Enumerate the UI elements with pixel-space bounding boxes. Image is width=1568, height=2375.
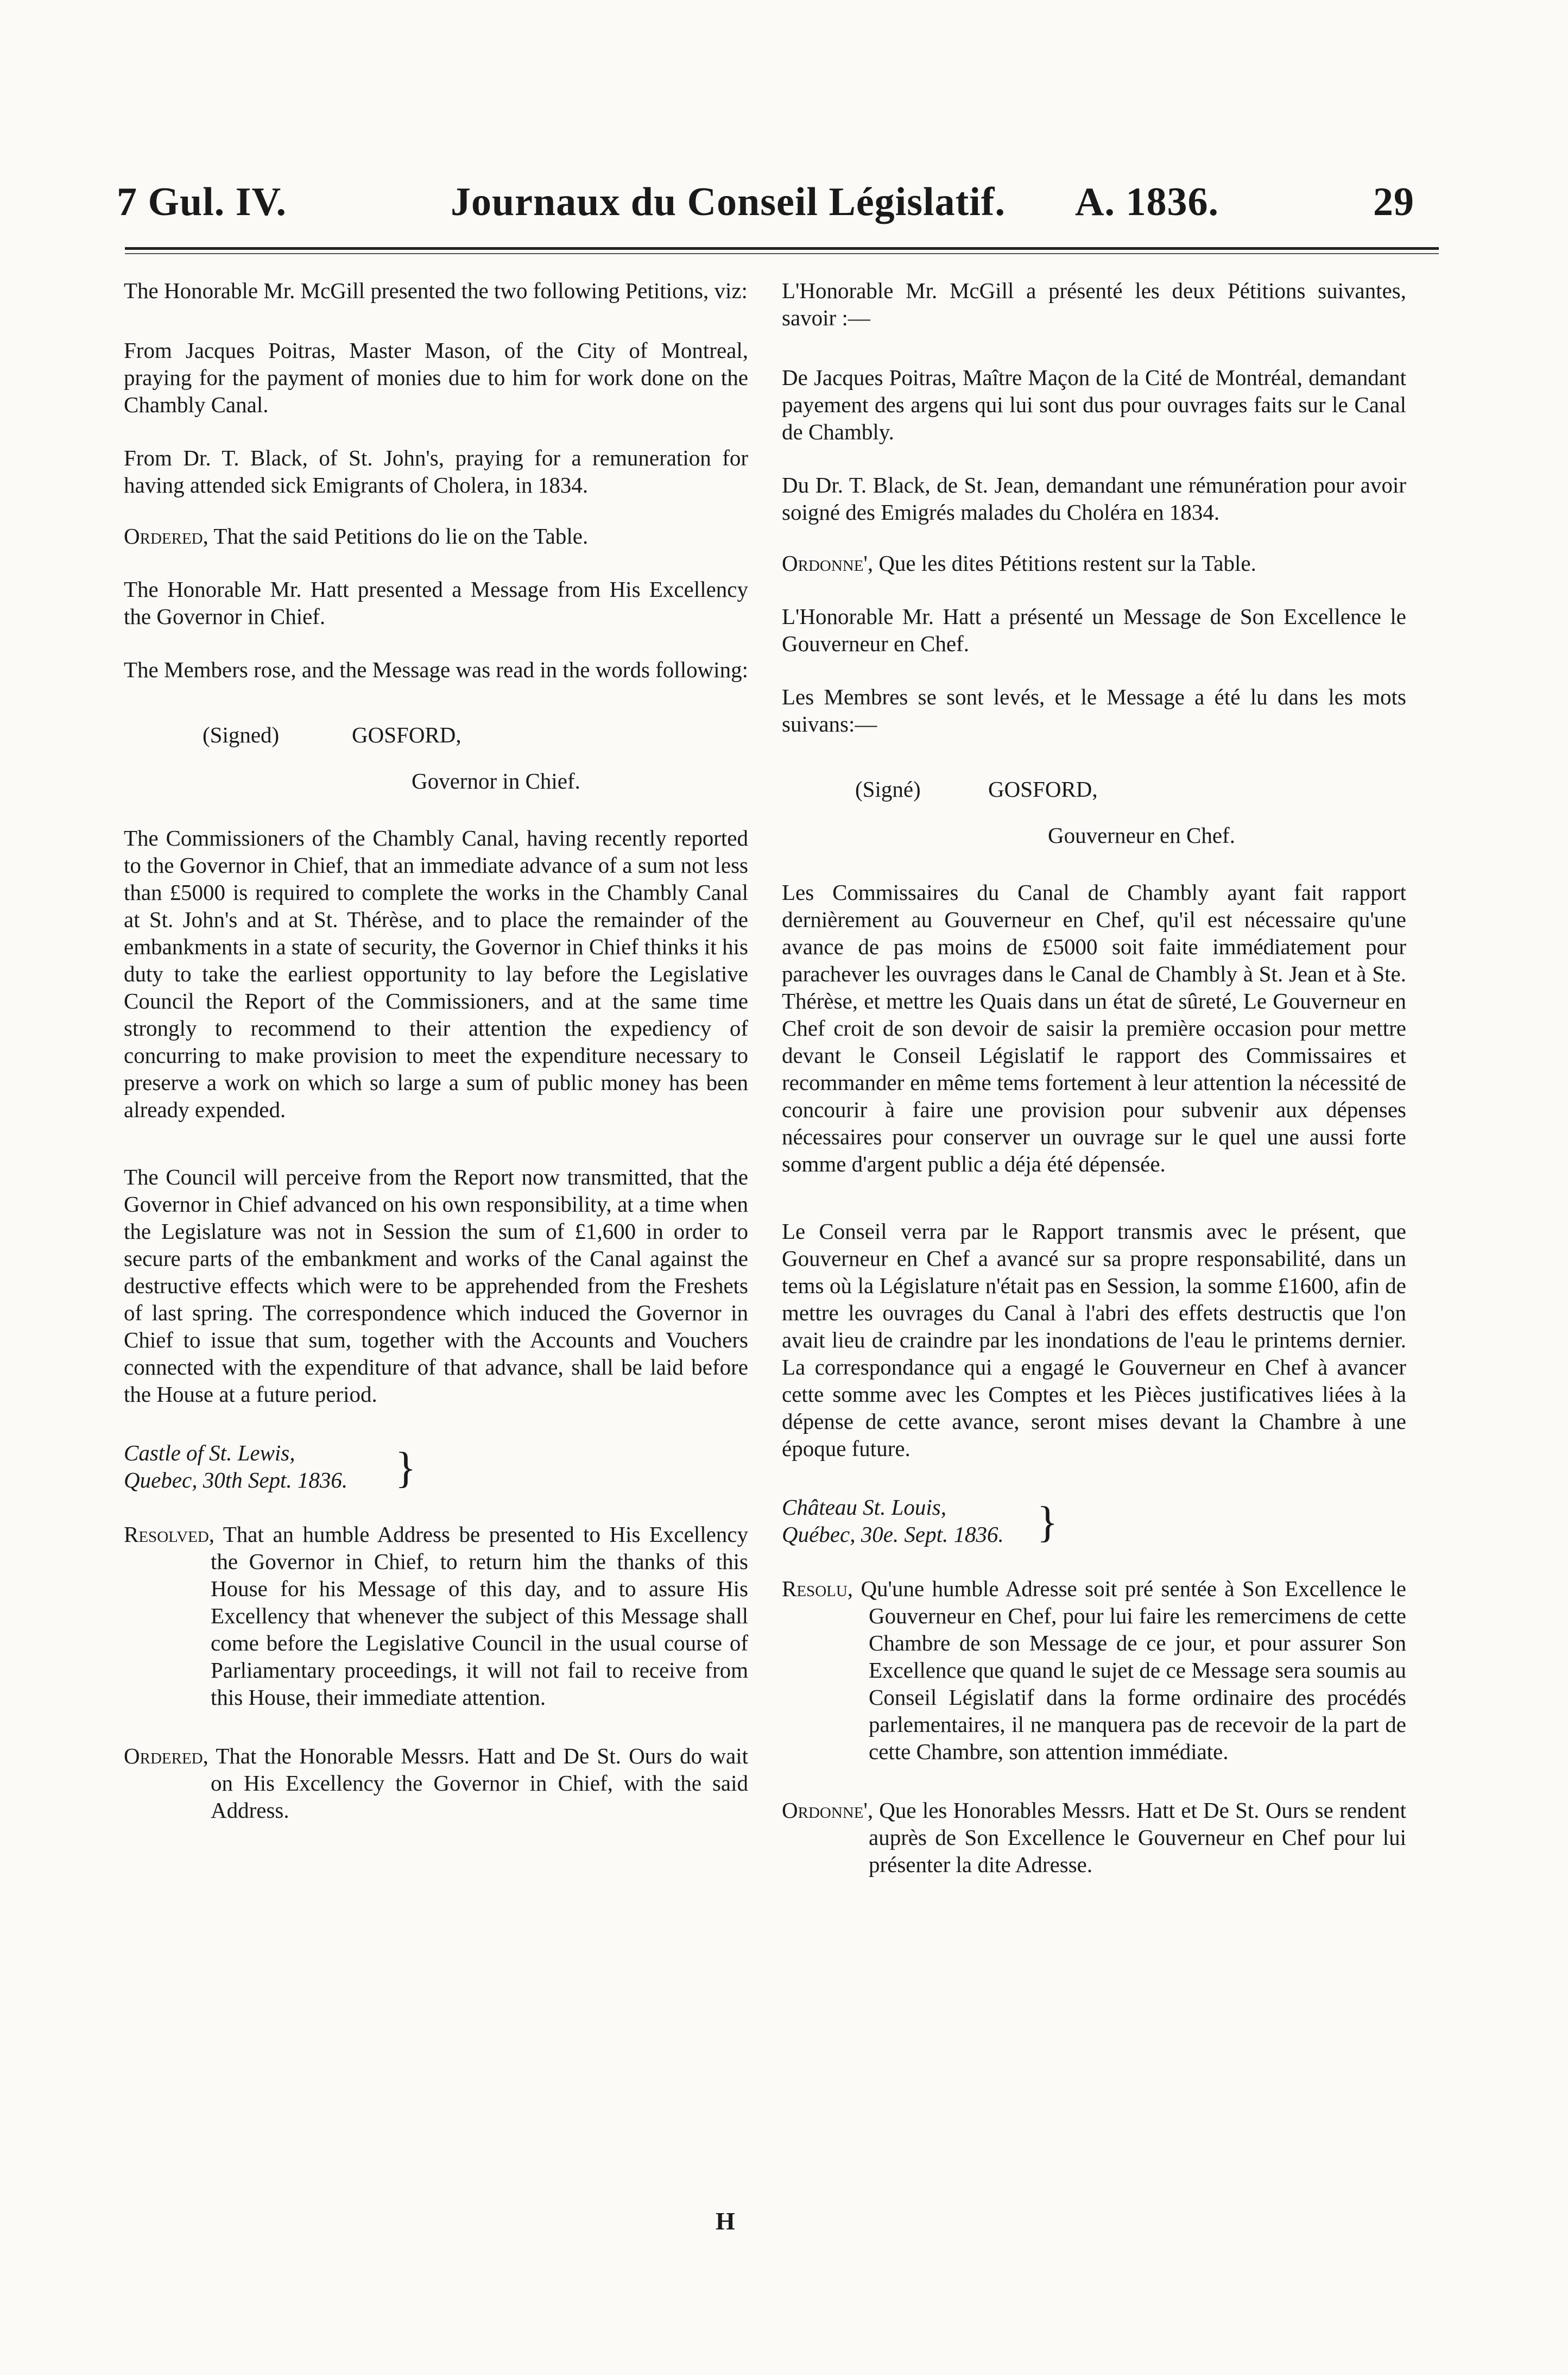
fr-petition-poitras: De Jacques Poitras, Maître Maçon de la Cité de Montréal, demandant payement des argens qui lui sont dus pour ouvrages faits sur le Canal de Chambly. bbox=[782, 365, 1406, 444]
en-brace-icon: } bbox=[395, 1444, 416, 1492]
en-signed-label: (Signed) bbox=[203, 722, 280, 747]
journal-title: Journaux du Conseil Législatif. bbox=[451, 180, 1006, 224]
fr-message-commissaires: Les Commissaires du Canal de Chambly ayant fait rapport dernièrement au Gouverneur en Chef, qu'il est nécessaire qu'une avance de pas moins de £5000 soit faite immédiatement pour parachever les ouvrages dans le Canal de Chambly à St. Jean et à Ste. Thérèse, et mettre les Quais dans un état de sûreté, Le Gouverneur en Chef croit de son devoir de saisir la première occasion pour mettre devant le Conseil Législatif le rapport des Commissaires et recommander en même tems fortement à leur attention la nécessité de concourir à faire une provision pour subvenir aux dépenses nécessaires pour conserver un ouvrage sur le quel une aussi forte somme d'argent public a déja été dépensée. bbox=[782, 880, 1406, 1176]
french-column bbox=[782, 277, 1406, 1878]
fr-signer-title: Gouverneur en Chef. bbox=[1048, 823, 1235, 848]
fr-message-presented: L'Honorable Mr. Hatt a présenté un Message de Son Excellence le Gouverneur en Chef. bbox=[782, 604, 1406, 656]
fr-order-table bbox=[782, 550, 1406, 577]
en-order-table bbox=[124, 522, 748, 550]
en-petitions-intro: The Honorable Mr. McGill presented the two following Petitions, viz: bbox=[124, 278, 748, 303]
year: A. 1836. bbox=[1075, 180, 1219, 224]
en-resolution-text: That an humble Address be presented to His Excellency the Governor in Chief, to return him the thanks of this House for his Message of this day, and to assure His Excellency that whenever the subject of this Message shall come before the Legislative Council in the usual course of Parliamentary proceedings, it will not fail to receive from this House, their immediate attention. bbox=[211, 1522, 748, 1710]
en-ordered-label: Ordered, bbox=[124, 524, 208, 549]
fr-brace-icon: } bbox=[1037, 1498, 1058, 1546]
fr-ordonne-label: Ordonne', bbox=[782, 551, 874, 576]
en-signature bbox=[124, 721, 748, 803]
en-message-commissioners: The Commissioners of the Chambly Canal, having recently reported to the Governor in Chief, that an immediate advance of a sum not less than £5000 is required to complete the works in the Chambly Canal at St. John's and at St. Thérèse, and to place the remainder of the embankments in a state of security, the Governor in Chief thinks it his duty to take the earliest opportunity to lay before the Legislative Council the Report of the Commissioners, and at the same time strongly to recommend to their attention the expediency of concurring to make provision to meet the expenditure necessary to preserve a work on which so large a sum of public money has been already expended. bbox=[124, 826, 748, 1122]
header-rule-thin bbox=[125, 253, 1439, 254]
header-rule bbox=[125, 247, 1439, 250]
fr-place-line1: Château St. Louis, bbox=[782, 1495, 946, 1520]
en-signer-title: Governor in Chief. bbox=[412, 768, 580, 793]
en-members-rose: The Members rose, and the Message was read in the words following: bbox=[124, 657, 748, 682]
regnal-year: 7 Gul. IV. bbox=[117, 180, 287, 224]
en-order-address bbox=[124, 1742, 748, 1824]
fr-resolu-label: Resolu, bbox=[782, 1576, 853, 1601]
english-column bbox=[124, 277, 748, 1824]
fr-petitions-intro: L'Honorable Mr. McGill a présenté les deux Pétitions suivantes, savoir :— bbox=[782, 278, 1406, 330]
fr-place-line2: Québec, 30e. Sept. 1836. bbox=[782, 1522, 1004, 1547]
en-place-line2: Quebec, 30th Sept. 1836. bbox=[124, 1467, 348, 1492]
fr-petition-black: Du Dr. T. Black, de St. Jean, demandant une rémunération pour avoir soigné des Emigrés malades du Choléra en 1834. bbox=[782, 473, 1406, 525]
fr-order-text: Que les dites Pétitions restent sur la Table. bbox=[873, 551, 1256, 576]
en-order-text: That the said Petitions do lie on the Table. bbox=[208, 524, 589, 549]
en-message-council: The Council will perceive from the Report now transmitted, that the Governor in Chief advanced on his own responsibility, at a time when the Legislature was not in Session the sum of £1,600 in order to secure parts of the embankment and works of the Canal against the destructive effects which were to be apprehended from the Freshets of last spring. The correspondence which induced the Governor in Chief to issue that sum, together with the Accounts and Vouchers connected with the expenditure of that advance, shall be laid before the House at a future period. bbox=[124, 1164, 748, 1407]
fr-order-address bbox=[782, 1797, 1406, 1878]
signature-mark: H bbox=[716, 2207, 735, 2235]
fr-signer-name: GOSFORD, bbox=[988, 777, 1098, 802]
page-header bbox=[117, 174, 1439, 239]
en-resolution bbox=[124, 1521, 748, 1711]
page-number: 29 bbox=[1373, 180, 1414, 224]
en-order-address-text: That the Honorable Messrs. Hatt and De St. Ours do wait on His Excellency the Governor in Chief, with the said Address. bbox=[208, 1743, 748, 1823]
en-signer-name: GOSFORD, bbox=[352, 722, 461, 747]
fr-order-address-text: Que les Honorables Messrs. Hatt et De St. Ours se rendent auprès de Son Excellence le Gouverneur en Chef pour lui présenter la dite Adresse. bbox=[869, 1798, 1406, 1877]
en-message-presented: The Honorable Mr. Hatt presented a Message from His Excellency the Governor in Chief. bbox=[124, 577, 748, 629]
en-petition-black: From Dr. T. Black, of St. John's, praying for a remuneration for having attended sick Emigrants of Cholera, in 1834. bbox=[124, 445, 748, 497]
fr-resolution-text: Qu'une humble Adresse soit pré sentée à Son Excellence le Gouverneur en Chef, pour lui faire les remercimens de cette Chambre de son Message de ce jour, et pour assurer Son Excellence que quand le sujet de ce Message sera soumis au Conseil Législatif dans la forme ordinaire des procédés parlementaires, il ne manquera pas de recevoir de la part de cette Chambre, son attention immédiate. bbox=[853, 1576, 1406, 1764]
en-resolved-label: Resolved, bbox=[124, 1522, 215, 1547]
fr-signature bbox=[782, 776, 1406, 857]
fr-members-rose: Les Membres se sont levés, et le Message a été lu dans les mots suivans:— bbox=[782, 684, 1406, 736]
en-petition-poitras: From Jacques Poitras, Master Mason, of the City of Montreal, praying for the payment of monies due to him for work done on the Chambly Canal. bbox=[124, 338, 748, 417]
fr-signed-label: (Signé) bbox=[855, 777, 921, 802]
en-place-line1: Castle of St. Lewis, bbox=[124, 1440, 295, 1465]
en-ordered-label-2: Ordered, bbox=[124, 1743, 208, 1768]
fr-ordonne-label-2: Ordonne', bbox=[782, 1798, 874, 1823]
fr-dateline bbox=[782, 1494, 1406, 1553]
fr-resolution bbox=[782, 1575, 1406, 1765]
fr-message-conseil: Le Conseil verra par le Rapport transmis avec le présent, que Gouverneur en Chef a avancé sur sa propre responsabilité, dans un tems où la Législature n'était pas en Session, la somme £1600, afin de mettre les ouvrages du Canal à l'abri des effets destructis que l'on avait lieu de craindre par les inondations de l'eau le printems dernier. La correspondance qui a engagé le Gouverneur en Chef à avancer cette somme avec les Comptes et les Pièces justificatives liées à la dépense de cette avance, seront mises devant la Chambre à une époque future. bbox=[782, 1219, 1406, 1461]
en-dateline bbox=[124, 1439, 748, 1499]
